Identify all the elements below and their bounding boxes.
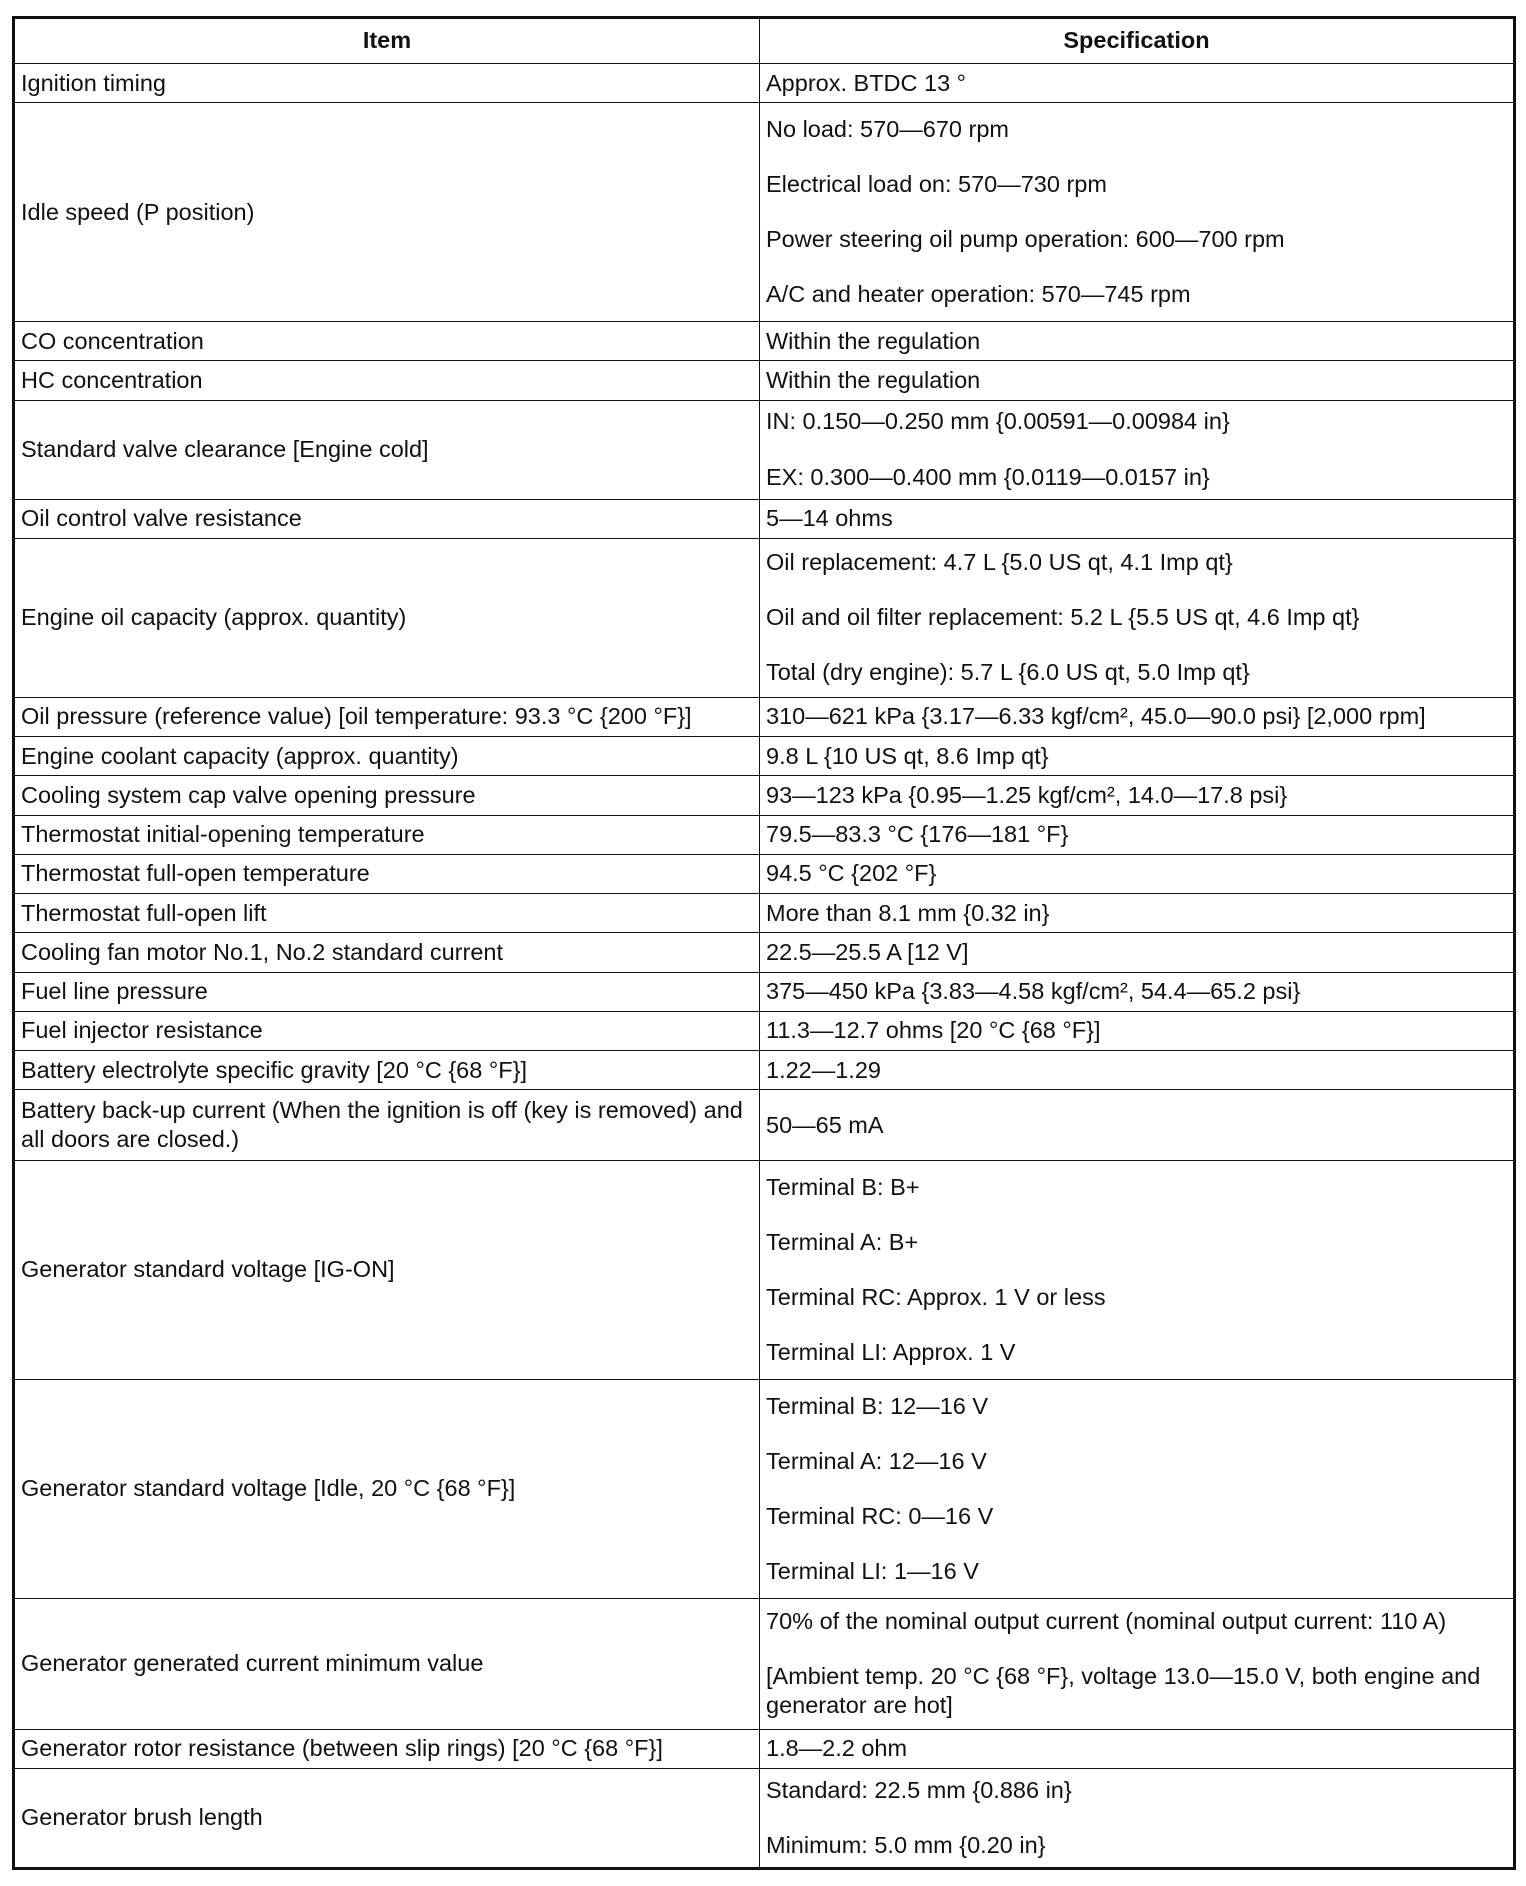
table-row bbox=[15, 1729, 1513, 1768]
item-cell: Oil pressure (reference value) [oil temperature: 93.3 °C {200 °F}] bbox=[15, 697, 760, 736]
specification-cell bbox=[760, 1768, 1514, 1867]
specification-line: 1.22—1.29 bbox=[766, 1056, 881, 1083]
specification-cell bbox=[760, 894, 1514, 933]
table-row bbox=[15, 1598, 1513, 1729]
specification-cell bbox=[760, 103, 1514, 322]
specification-cell bbox=[760, 933, 1514, 972]
specification-line: 79.5—83.3 °C {176—181 °F} bbox=[766, 821, 1069, 848]
specification-cell bbox=[760, 776, 1514, 815]
specification-line: IN: 0.150—0.250 mm {0.00591—0.00984 in} bbox=[766, 408, 1230, 435]
specification-line: Minimum: 5.0 mm {0.20 in} bbox=[766, 1831, 1046, 1858]
specification-cell bbox=[760, 64, 1514, 103]
table-row bbox=[15, 361, 1513, 400]
item-cell: Battery electrolyte specific gravity [20 °C {68 °F}] bbox=[15, 1051, 760, 1090]
specification-line: EX: 0.300—0.400 mm {0.0119—0.0157 in} bbox=[766, 463, 1210, 490]
specification-cell bbox=[760, 697, 1514, 736]
item-cell: Generator standard voltage [Idle, 20 °C {68 °F}] bbox=[15, 1379, 760, 1598]
item-cell: Generator generated current minimum value bbox=[15, 1598, 760, 1729]
table-row bbox=[15, 776, 1513, 815]
table-row bbox=[15, 697, 1513, 736]
table-row bbox=[15, 933, 1513, 972]
specification-cell bbox=[760, 1011, 1514, 1050]
table-row bbox=[15, 103, 1513, 322]
specification-line: 5—14 ohms bbox=[766, 505, 893, 532]
specification-line: Standard: 22.5 mm {0.886 in} bbox=[766, 1776, 1072, 1803]
header-item: Item bbox=[15, 19, 760, 64]
specification-line: 375—450 kPa {3.83—4.58 kgf/cm², 54.4—65.2 psi} bbox=[766, 978, 1301, 1005]
specification-cell bbox=[760, 972, 1514, 1011]
table-row bbox=[15, 538, 1513, 697]
specification-line: Total (dry engine): 5.7 L {6.0 US qt, 5.0 Imp qt} bbox=[766, 659, 1250, 686]
table-row bbox=[15, 737, 1513, 776]
item-cell: CO concentration bbox=[15, 322, 760, 361]
table-body bbox=[15, 64, 1513, 1868]
specification-line: Within the regulation bbox=[766, 327, 981, 354]
specification-line: Terminal LI: 1—16 V bbox=[766, 1558, 979, 1584]
specification-line: Terminal A: 12—16 V bbox=[766, 1447, 987, 1474]
specification-line: Terminal RC: 0—16 V bbox=[766, 1502, 994, 1529]
specification-line: Approx. BTDC 13 ° bbox=[766, 69, 967, 96]
table-row bbox=[15, 1768, 1513, 1867]
item-cell: Battery back-up current (When the ignition is off (key is removed) and all doors are closed.) bbox=[15, 1090, 760, 1161]
specification-line: 9.8 L {10 US qt, 8.6 Imp qt} bbox=[766, 742, 1049, 769]
specification-cell bbox=[760, 1161, 1514, 1380]
item-cell: HC concentration bbox=[15, 361, 760, 400]
item-cell: Engine coolant capacity (approx. quantity) bbox=[15, 737, 760, 776]
specification-line: 70% of the nominal output current (nominal output current: 110 A) bbox=[766, 1608, 1447, 1634]
table-row bbox=[15, 1051, 1513, 1090]
item-cell: Thermostat initial-opening temperature bbox=[15, 815, 760, 854]
specification-line: No load: 570—670 rpm bbox=[766, 115, 1009, 142]
item-cell: Ignition timing bbox=[15, 64, 760, 103]
specification-line: 94.5 °C {202 °F} bbox=[766, 860, 937, 887]
header-specification: Specification bbox=[760, 19, 1514, 64]
specification-cell bbox=[760, 499, 1514, 538]
table-row bbox=[15, 894, 1513, 933]
specification-table bbox=[15, 19, 1513, 1867]
table-row bbox=[15, 972, 1513, 1011]
specification-line: Terminal B: B+ bbox=[766, 1173, 920, 1200]
specification-line: Electrical load on: 570—730 rpm bbox=[766, 171, 1107, 198]
item-cell: Cooling fan motor No.1, No.2 standard current bbox=[15, 933, 760, 972]
specification-line: Terminal A: B+ bbox=[766, 1228, 919, 1255]
item-cell: Generator brush length bbox=[15, 1768, 760, 1867]
item-cell: Idle speed (P position) bbox=[15, 103, 760, 322]
specification-cell bbox=[760, 1090, 1514, 1161]
specification-cell bbox=[760, 361, 1514, 400]
specification-cell bbox=[760, 538, 1514, 697]
specification-cell bbox=[760, 737, 1514, 776]
specification-line: [Ambient temp. 20 °C {68 °F}, voltage 13.0—15.0 V, both engine and generator are hot] bbox=[766, 1663, 1481, 1719]
specification-cell bbox=[760, 400, 1514, 499]
item-cell: Cooling system cap valve opening pressure bbox=[15, 776, 760, 815]
specification-line: Power steering oil pump operation: 600—700 rpm bbox=[766, 226, 1285, 253]
specification-line: Terminal B: 12—16 V bbox=[766, 1392, 989, 1419]
specification-cell bbox=[760, 815, 1514, 854]
table-row bbox=[15, 1161, 1513, 1380]
specification-cell bbox=[760, 1598, 1514, 1729]
table-row bbox=[15, 400, 1513, 499]
specification-line: Terminal RC: Approx. 1 V or less bbox=[766, 1284, 1106, 1311]
table-row bbox=[15, 1090, 1513, 1161]
item-cell: Standard valve clearance [Engine cold] bbox=[15, 400, 760, 499]
specification-cell bbox=[760, 322, 1514, 361]
specification-line: 93—123 kPa {0.95—1.25 kgf/cm², 14.0—17.8 psi} bbox=[766, 781, 1288, 808]
specification-cell bbox=[760, 1051, 1514, 1090]
table-row bbox=[15, 322, 1513, 361]
specification-line: 310—621 kPa {3.17—6.33 kgf/cm², 45.0—90.0 psi} [2,000 rpm] bbox=[766, 703, 1426, 730]
table-row bbox=[15, 854, 1513, 893]
item-cell: Fuel injector resistance bbox=[15, 1011, 760, 1050]
specification-line: 11.3—12.7 ohms [20 °C {68 °F}] bbox=[766, 1017, 1101, 1044]
table-row bbox=[15, 1011, 1513, 1050]
specification-cell bbox=[760, 854, 1514, 893]
header-row bbox=[15, 19, 1513, 64]
specification-cell bbox=[760, 1729, 1514, 1768]
specification-line: More than 8.1 mm {0.32 in} bbox=[766, 899, 1050, 926]
item-cell: Thermostat full-open lift bbox=[15, 894, 760, 933]
specification-line: 1.8—2.2 ohm bbox=[766, 1735, 908, 1762]
table-row bbox=[15, 815, 1513, 854]
specification-line: Oil and oil filter replacement: 5.2 L {5.5 US qt, 4.6 Imp qt} bbox=[766, 604, 1360, 631]
item-cell: Engine oil capacity (approx. quantity) bbox=[15, 538, 760, 697]
table-row bbox=[15, 64, 1513, 103]
specification-line: 50—65 mA bbox=[766, 1111, 884, 1138]
specification-line: Oil replacement: 4.7 L {5.0 US qt, 4.1 Imp qt} bbox=[766, 549, 1233, 576]
specification-line: 22.5—25.5 A [12 V] bbox=[766, 938, 969, 965]
spec-sheet bbox=[12, 16, 1516, 1870]
specification-cell bbox=[760, 1379, 1514, 1598]
specification-line: Within the regulation bbox=[766, 366, 981, 393]
item-cell: Generator rotor resistance (between slip rings) [20 °C {68 °F}] bbox=[15, 1729, 760, 1768]
item-cell: Thermostat full-open temperature bbox=[15, 854, 760, 893]
specification-line: A/C and heater operation: 570—745 rpm bbox=[766, 281, 1191, 308]
specification-line: Terminal LI: Approx. 1 V bbox=[766, 1339, 1016, 1366]
table-row bbox=[15, 499, 1513, 538]
item-cell: Generator standard voltage [IG-ON] bbox=[15, 1161, 760, 1380]
table-row bbox=[15, 1379, 1513, 1598]
item-cell: Fuel line pressure bbox=[15, 972, 760, 1011]
item-cell: Oil control valve resistance bbox=[15, 499, 760, 538]
